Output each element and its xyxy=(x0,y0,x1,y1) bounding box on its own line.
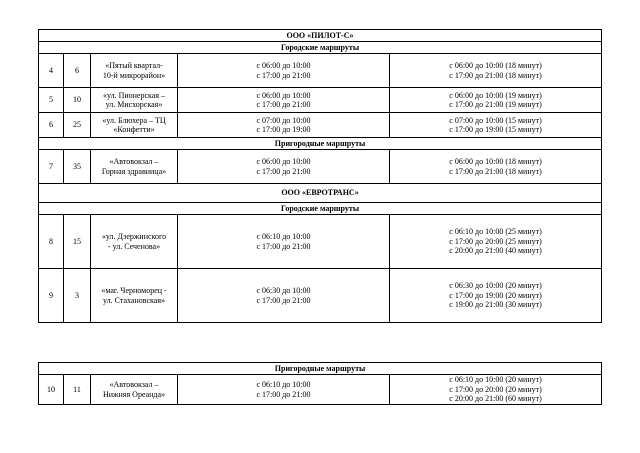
cell-line: с 20:00 до 21:00 (40 минут) xyxy=(449,246,542,256)
operating-hours xyxy=(178,269,390,323)
route-name xyxy=(91,113,178,138)
cell-line: с 07:00 до 10:00 (15 минут) xyxy=(449,115,542,125)
route-number: 15 xyxy=(64,215,91,269)
section-header-row xyxy=(39,363,602,375)
section-title: Городские маршруты xyxy=(39,42,602,54)
cell-line: с 17:00 до 21:00 xyxy=(256,166,311,176)
cell-line: с 17:00 до 21:00 xyxy=(256,241,311,251)
cell-line: с 06:30 до 10:00 (20 минут) xyxy=(449,281,542,291)
row-number: 9 xyxy=(39,269,64,323)
intervals xyxy=(390,88,602,113)
cell-line: с 17:00 до 19:00 (20 минут) xyxy=(449,290,542,300)
table-row xyxy=(39,54,602,88)
route-name-line: Горная здравница» xyxy=(101,166,167,176)
intervals xyxy=(390,269,602,323)
route-name-line: ул. Мисхорская» xyxy=(105,100,163,109)
cell-line: с 17:00 до 21:00 (19 минут) xyxy=(449,100,542,109)
cell-line: с 17:00 до 19:00 (15 минут) xyxy=(449,125,542,134)
row-number: 8 xyxy=(39,215,64,269)
operating-hours xyxy=(178,215,390,269)
cell-line: с 06:10 до 10:00 xyxy=(256,232,311,241)
route-name-line: «Пятый квартал- xyxy=(105,61,163,70)
cell-line: с 17:00 до 20:00 (25 минут) xyxy=(449,236,542,246)
operating-hours xyxy=(178,113,390,138)
row-number: 10 xyxy=(39,375,64,405)
section-header-row xyxy=(39,42,602,54)
cell-line: с 20:00 до 21:00 (60 минут) xyxy=(449,394,542,404)
operating-hours xyxy=(178,54,390,88)
route-name-line: «Автовокзал – xyxy=(109,157,159,166)
route-name xyxy=(91,150,178,184)
route-name-line: «маг. Черноморец - xyxy=(101,286,167,295)
cell-line: с 17:00 до 21:00 xyxy=(256,100,311,109)
table-row xyxy=(39,113,602,138)
cell-line: с 06:00 до 10:00 (18 минут) xyxy=(449,61,542,70)
route-number: 11 xyxy=(64,375,91,405)
route-name-line: «ул. Дзержинского xyxy=(101,232,167,241)
row-number: 5 xyxy=(39,88,64,113)
intervals xyxy=(390,375,602,405)
table-row xyxy=(39,215,602,269)
schedule-table-1 xyxy=(38,29,602,323)
company-name: ООО «ЕВРОТРАНС» xyxy=(39,184,602,203)
table-row xyxy=(39,269,602,323)
section-title: Городские маршруты xyxy=(39,203,602,215)
cell-line: с 17:00 до 19:00 xyxy=(256,125,311,134)
cell-line: с 06:10 до 10:00 (25 минут) xyxy=(449,227,542,237)
cell-line: с 17:00 до 21:00 xyxy=(256,70,311,80)
cell-line: с 17:00 до 21:00 (18 минут) xyxy=(449,166,542,176)
cell-line: с 06:00 до 10:00 xyxy=(256,157,311,166)
operating-hours xyxy=(178,150,390,184)
cell-line: с 17:00 до 21:00 (18 минут) xyxy=(449,70,542,80)
route-name-line: «ул. Блюхера – ТЦ xyxy=(102,115,166,125)
route-name-line: ул. Стахановская» xyxy=(102,295,166,305)
route-name-line: «Конфетти» xyxy=(113,125,155,134)
route-number: 10 xyxy=(64,88,91,113)
cell-line: с 06:00 до 10:00 (18 минут) xyxy=(449,157,542,166)
cell-line: с 06:30 до 10:00 xyxy=(256,286,311,295)
cell-line: с 06:00 до 10:00 (19 минут) xyxy=(449,90,542,100)
route-number: 6 xyxy=(64,54,91,88)
cell-line: с 19:00 до 21:00 (30 минут) xyxy=(449,300,542,310)
company-header-row xyxy=(39,184,602,203)
route-name xyxy=(91,375,178,405)
cell-line: с 17:00 до 21:00 xyxy=(256,295,311,305)
company-name: ООО «ПИЛОТ-С» xyxy=(39,30,602,42)
table-row xyxy=(39,150,602,184)
schedule-table-2 xyxy=(38,362,602,405)
row-number: 7 xyxy=(39,150,64,184)
route-name xyxy=(91,88,178,113)
section-title: Пригородные маршруты xyxy=(39,363,602,375)
table-row xyxy=(39,88,602,113)
company-header-row xyxy=(39,30,602,42)
intervals xyxy=(390,150,602,184)
route-name xyxy=(91,215,178,269)
section-title: Пригородные маршруты xyxy=(39,138,602,150)
section-header-row xyxy=(39,138,602,150)
row-number: 6 xyxy=(39,113,64,138)
table-row xyxy=(39,375,602,405)
row-number: 4 xyxy=(39,54,64,88)
route-name-line: 10-й микрорайон» xyxy=(102,70,166,80)
cell-line: с 06:10 до 10:00 (20 минут) xyxy=(449,375,542,385)
cell-line: с 06:00 до 10:00 xyxy=(256,61,311,70)
route-number: 25 xyxy=(64,113,91,138)
route-name-line: «Автовокзал – xyxy=(109,380,159,389)
section-header-row xyxy=(39,203,602,215)
route-name-line: «ул. Пионерская – xyxy=(102,90,166,100)
cell-line: с 07:00 до 10:00 xyxy=(256,115,311,125)
intervals xyxy=(390,215,602,269)
route-number: 35 xyxy=(64,150,91,184)
intervals xyxy=(390,113,602,138)
route-name xyxy=(91,54,178,88)
route-number: 3 xyxy=(64,269,91,323)
route-name-line: - ул. Сеченова» xyxy=(107,241,161,251)
operating-hours xyxy=(178,88,390,113)
intervals xyxy=(390,54,602,88)
cell-line: с 17:00 до 21:00 xyxy=(256,389,311,399)
cell-line: с 06:10 до 10:00 xyxy=(256,380,311,389)
cell-line: с 17:00 до 20:00 (20 минут) xyxy=(449,384,542,394)
route-name xyxy=(91,269,178,323)
cell-line: с 06:00 до 10:00 xyxy=(256,90,311,100)
operating-hours xyxy=(178,375,390,405)
route-name-line: Нижняя Ореанда» xyxy=(102,389,166,399)
